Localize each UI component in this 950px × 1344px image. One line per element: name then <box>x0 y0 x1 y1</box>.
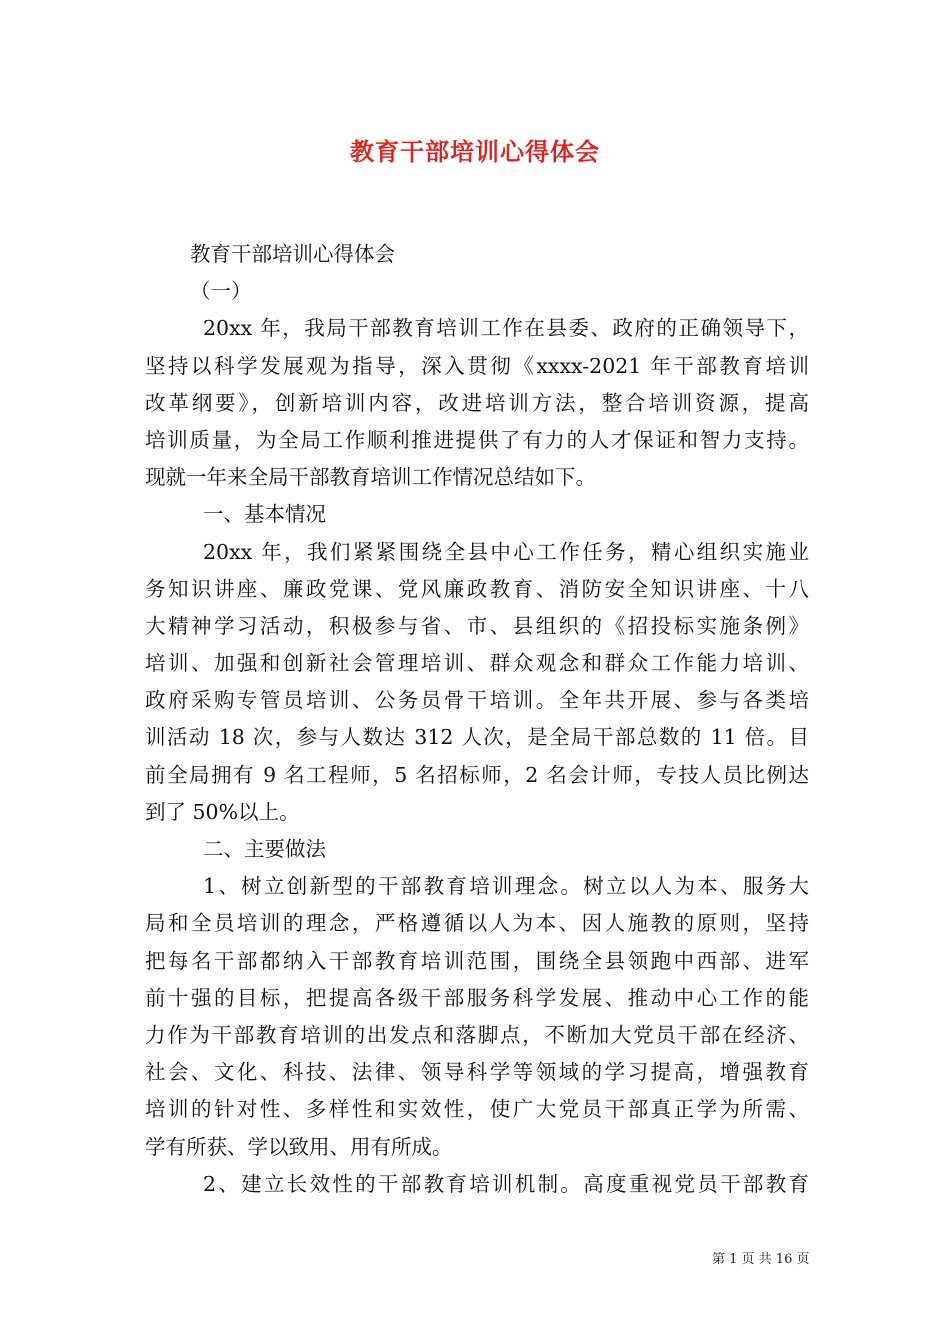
page-footer: 第 1 页 共 16 页 <box>712 1252 810 1267</box>
paragraph-line: 到了 50%以上。 <box>145 799 300 824</box>
paragraph-line: 社会、文化、科技、法律、领导科学等领域的学习提高，增强教育 <box>145 1060 809 1085</box>
paragraph <box>145 868 809 1166</box>
paragraph <box>145 831 809 868</box>
paragraph-line: 培训质量，为全局工作顺利推进提供了有力的人才保证和智力支持。 <box>145 427 809 452</box>
paragraph-line: 现就一年来全局干部教育培训工作情况总结如下。 <box>145 465 596 490</box>
paragraph-line: 务知识讲座、廉政党课、党风廉政教育、消防安全知识讲座、十八 <box>145 576 809 601</box>
paragraph-line: 力作为干部教育培训的出发点和落脚点，不断加大党员干部在经济、 <box>145 1022 809 1047</box>
paragraph-line: 培训、加强和创新社会管理培训、群众观念和群众工作能力培训、 <box>145 651 809 676</box>
paragraph-line: 政府采购专管员培训、公务员骨干培训。全年共开展、参与各类培 <box>145 688 809 713</box>
paragraph-line: 把每名干部都纳入干部教育培训范围，围绕全县领跑中西部、进军 <box>145 948 809 973</box>
paragraph-line: 前十强的目标，把提高各级干部服务科学发展、推动中心工作的能 <box>145 985 809 1010</box>
paragraph-line: 20xx 年，我们紧紧围绕全县中心工作任务，精心组织实施业 <box>203 539 809 564</box>
document-title: 教育干部培训心得体会 <box>350 137 600 166</box>
paragraph <box>145 496 809 533</box>
paragraph-line: 训活动 18 次，参与人数达 312 人次，是全局干部总数的 11 倍。目 <box>145 725 809 750</box>
paragraph-line: 学有所获、学以致用、用有所成。 <box>145 1134 453 1159</box>
paragraph-line: 一、基本情况 <box>203 502 326 527</box>
subtitle: 教育干部培训心得体会 <box>190 242 395 266</box>
paragraph-line: 二、主要做法 <box>203 837 326 861</box>
paragraph-line: 局和全员培训的理念，严格遵循以人为本、因人施教的原则，坚持 <box>145 911 809 936</box>
paragraph-line: 20xx 年，我局干部教育培训工作在县委、政府的正确领导下， <box>203 316 809 341</box>
document-body <box>145 236 809 1203</box>
paragraph-line: 培训的针对性、多样性和实效性，使广大党员干部真正学为所需、 <box>145 1097 809 1122</box>
paragraph <box>145 310 809 496</box>
paragraph-line: 2、建立长效性的干部教育培训机制。高度重视党员干部教育 <box>203 1171 809 1196</box>
paragraph-line: 大精神学习活动，积极参与省、市、县组织的《招投标实施条例》 <box>145 613 809 638</box>
paragraph-line: 1、树立创新型的干部教育培训理念。树立以人为本、服务大 <box>203 874 809 899</box>
paragraph <box>145 534 809 832</box>
paragraph-line: 坚持以科学发展观为指导，深入贯彻《xxxx-2021 年干部教育培训 <box>145 353 809 378</box>
paragraph-line: 前全局拥有 9 名工程师，5 名招标师，2 名会计师，专技人员比例达 <box>145 762 809 787</box>
section-mark: （一） <box>190 279 252 304</box>
paragraph <box>145 1166 809 1203</box>
paragraph-line: 改革纲要》，创新培训内容，改进培训方法，整合培训资源，提高 <box>145 390 809 415</box>
